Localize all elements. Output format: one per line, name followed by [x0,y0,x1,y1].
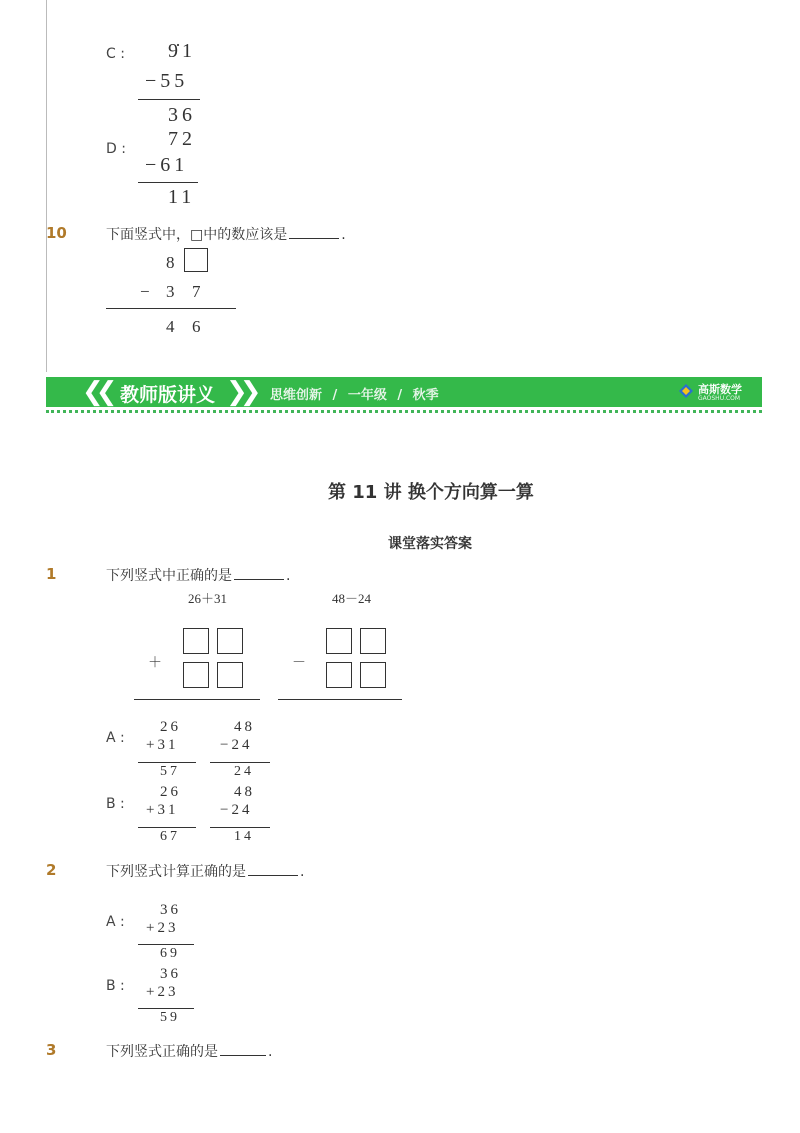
breadcrumb-sep-2: / [397,388,403,403]
q1-option-b-right-bot: 14 [234,829,254,844]
answer-blank[interactable] [248,875,298,876]
q10-sub-digit-2: 7 [192,282,201,301]
q10-sub-digit-1: 3 [166,282,175,301]
question-3-prompt: 下列竖式正确的是 [106,1044,218,1060]
q2-option-a-line [138,944,194,945]
option-c-bot: 36 [168,104,196,126]
q1-plus-sign: ＋ [148,655,162,671]
q1-option-a-label: A : [106,730,125,746]
q1-option-b-left-top: 26 [160,784,181,800]
page-margin-rule [46,0,47,372]
question-10-number: 10 [46,224,67,242]
q1-sub-box-4 [360,662,386,688]
option-c-mid: −55 [145,70,189,92]
q1-option-a-right-line [210,762,270,763]
q2-option-a-mid: +23 [146,920,179,936]
option-c-label: C : [106,46,125,62]
q1-add-box-1 [183,628,209,654]
q2-option-a-bot: 69 [160,946,180,961]
q2-option-a-top: 36 [160,902,181,918]
gaosi-logo-icon [678,383,694,399]
q1-option-b-left-line [138,827,196,828]
question-10-text [106,224,346,244]
lecture-subtitle: 课堂落实答案 [388,536,472,552]
breadcrumb-item-2: 一年级 [347,388,387,403]
q1-sub-box-3 [326,662,352,688]
q1-add-box-2 [217,628,243,654]
answer-blank[interactable] [289,238,339,239]
breadcrumb-item-3: 秋季 [412,388,439,403]
question-2-end: . [300,864,305,880]
q1-sub-box-1 [326,628,352,654]
q1-option-a-left-bot: 57 [160,764,180,779]
q1-option-b-left-mid: +31 [146,802,179,818]
option-d-line [138,182,198,183]
q2-option-b-line [138,1008,194,1009]
lecture-title: 第 11 讲 换个方向算一算 [328,482,534,503]
q1-option-a-left-line [138,762,196,763]
q1-minus-sign: － [292,655,306,671]
q1-option-a-left-mid: +31 [146,737,179,753]
question-2-number: 2 [46,861,57,879]
question-1-prompt: 下列竖式中正确的是 [106,568,232,584]
banner-dotted-divider [46,410,762,413]
q1-add-line [134,699,260,700]
question-1-number: 1 [46,565,57,583]
banner-title: 教师版讲义 [120,384,216,406]
q1-add-box-4 [217,662,243,688]
q2-option-b-label: B : [106,978,125,994]
option-d-label: D : [106,141,126,157]
question-1-text [106,565,290,585]
question-10-prompt: 下面竖式中，□中的数应该是 [106,227,288,243]
breadcrumb-sep-1: / [332,388,338,403]
q2-option-a-label: A : [106,914,125,930]
chevron-left-icon: ❮❮ [82,377,110,407]
logo-subtext: GAOSHU.COM [698,395,741,402]
question-10-end: . [341,227,346,243]
q10-blank-box [184,248,208,272]
question-3-end: . [268,1044,273,1060]
q1-option-b-label: B : [106,796,125,812]
q1-option-b-right-mid: −24 [220,802,253,818]
q1-sub-line [278,699,402,700]
q1-expression-1: 26＋31 [188,591,228,606]
option-c-line [138,99,200,100]
logo-text: 高斯数学 [698,383,742,396]
q1-sub-box-2 [360,628,386,654]
q10-res-digit-1: 4 [166,317,175,336]
option-d-top: 72 [168,128,196,150]
q2-option-b-top: 36 [160,966,181,982]
question-3-text [106,1041,272,1061]
q10-minus: − [140,282,150,301]
answer-blank[interactable] [234,579,284,580]
question-2-prompt: 下列竖式计算正确的是 [106,864,246,880]
breadcrumb-item-1: 思维创新 [270,388,323,403]
q10-res-digit-2: 6 [192,317,201,336]
page-header-banner [46,377,762,407]
option-c-top: 9̇1 [168,40,196,62]
question-2-text [106,861,304,881]
q1-expression-2: 48－24 [332,591,372,606]
option-d-bot: 11 [168,186,196,208]
q1-add-box-3 [183,662,209,688]
answer-blank[interactable] [220,1055,266,1056]
q1-option-b-right-top: 48 [234,784,255,800]
q1-option-b-right-line [210,827,270,828]
q1-option-a-left-top: 26 [160,719,181,735]
question-1-end: . [286,568,291,584]
q1-option-a-right-mid: −24 [220,737,253,753]
q10-top-digit: 8 [166,253,175,272]
chevron-right-icon: ❯❯ [226,377,254,407]
breadcrumb [270,384,439,403]
q1-option-a-right-top: 48 [234,719,255,735]
question-3-number: 3 [46,1041,57,1059]
option-d-mid: −61 [145,154,189,176]
q2-option-b-bot: 59 [160,1010,180,1025]
q1-option-a-right-bot: 24 [234,764,254,779]
q2-option-b-mid: +23 [146,984,179,1000]
q10-line [106,308,236,309]
q1-option-b-left-bot: 67 [160,829,180,844]
